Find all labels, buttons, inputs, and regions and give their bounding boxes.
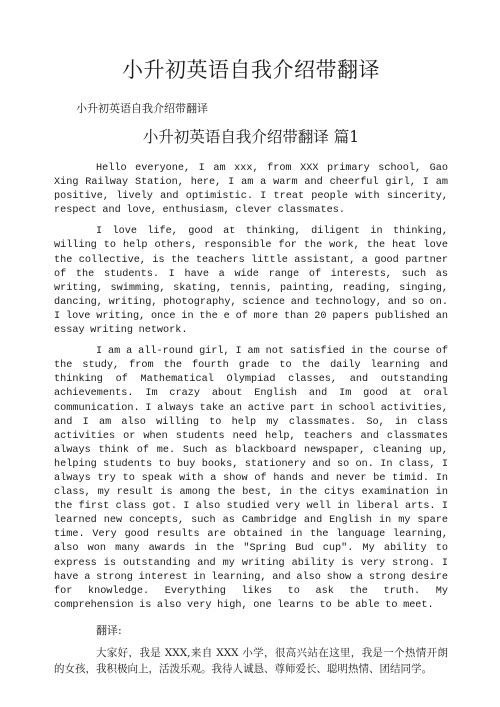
- document-title: 小升初英语自我介绍带翻译: [122, 58, 380, 82]
- paragraph-2: I love life, good at thinking, diligent in thinking, willing to help others, responsible for the work, the heat love the collective, is the teachers little assistant, a good partner of the students. I have a wide range of interests, such as writing, swimming, skating, tennis, painting, reading, singing, dancing, writing, photography, science and technology, and so on. I love writing, once in the e of more than 20 papers published an essay writing network.: [54, 226, 448, 337]
- translation-label: 翻译:: [96, 623, 122, 637]
- document-body: [54, 162, 448, 677]
- section-title: 小升初英语自我介绍带翻译 篇1: [142, 128, 360, 146]
- translation-paragraph: 大家好，我是 XXX,来自 XXX 小学，很高兴站在这里，我是一个热情开朗 的女孩，我积极向上，活泼乐观。我待人诚恳、尊师爱长、聪明热情、团结同学。: [54, 646, 448, 675]
- paragraph-3: I am a all-round girl, I am not satisfied in the course of the study, from the fourth grade to the daily learning and thinking of Mathematical Olympiad classes, and outstanding achievements. Im crazy about English and Im good at oral communication. I always take an active part in school activities, and I am also willing to help my classmates. So, in class activities or when students need help, teachers and classmates always think of me. Such as blackboard newspaper, cleaning up, helping students to buy books, stationery and so on. In class, I always try to speak with a show of hands and never be timid. In class, my result is among the best, in the citys examination in the first class got. I also studied very well in liberal arts. I learned new concepts, such as Cambridge and English in my spare time. Very good results are obtained in the language learning, also won many awards in the "Spring Bud cup". My ability to express is outstanding and my writing ability is very strong. I have a strong interest in learning, and also show a strong desire for knowledge. Everything likes to ask the truth. My comprehension is also very high, one learns to be able to meet.: [54, 346, 448, 611]
- document-subtitle: 小升初英语自我介绍带翻译: [76, 102, 208, 115]
- paragraph-1: Hello everyone, I am xxx, from XXX primary school, Gao Xing Railway Station, here, I am a warm and cheerful girl, I am positive, lively and optimistic. I treat people with sincerity, respect and love, enthusiasm, clever classmates.: [54, 163, 448, 217]
